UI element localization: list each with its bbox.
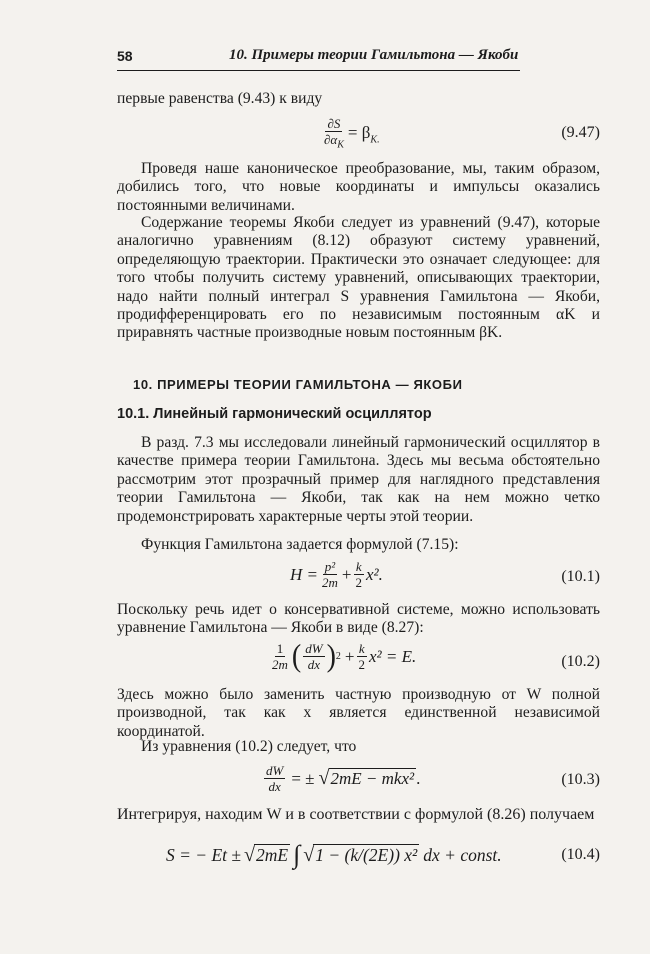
hamiltonian-lhs: H =: [290, 564, 318, 584]
subsection-heading: 10.1. Линейный гармонический осциллятор: [117, 406, 432, 422]
equation-10-1: H = $\frac{\text{p²}}{2m}$ + $\frac{k}{2}$ x².: [290, 559, 383, 590]
running-title: 10. Примеры теории Гамильтона — Якоби: [229, 47, 519, 63]
page-header: [117, 48, 520, 71]
fraction: $\frac{dW}{dx}$: [305, 641, 323, 672]
paragraph-7: Здесь можно было заменить частную производную от W полной производной, так как x является единственной независимой координатой.: [117, 686, 600, 740]
paragraph-2: Проведя наше каноническое преобразование, мы, таким образом, добились того, что новые координаты и импульсы оказались постоянными величинами.: [117, 160, 600, 214]
fraction: $\frac{dW}{dx}$: [266, 763, 284, 794]
equation-10-2: $\frac{1}{2m}$ ( $\frac{dW}{dx}$ ) 2 + $\frac{k}{2}$ x² = E.: [272, 638, 417, 674]
fraction: $\frac{1}{2m}$: [272, 641, 288, 672]
equation-number-10-2: (10.2): [561, 653, 600, 670]
paragraph-9: Интегрируя, находим W и в соответствии с формулой (8.26) получаем: [117, 806, 595, 823]
fraction: [322, 117, 346, 151]
sqrt-sign: √: [303, 843, 315, 866]
integral-sign: ∫: [293, 840, 301, 869]
equation-9-47: [320, 117, 380, 151]
paragraph-4: В разд. 7.3 мы исследовали линейный гармонический осциллятор в качестве примера теории Гамильтона. Здесь мы весьма обстоятельно рассмотрим этот прозрачный пример для наглядного представления теории Гамильтона — Якоби, так как на нем можно четко продемонстрировать характерные черты этой теории.: [117, 434, 600, 525]
paragraph-1: первые равенства (9.43) к виду: [117, 90, 323, 107]
equation-10-3: $\frac{dW}{dx}$ = ± √ 2mE − mkx² .: [266, 763, 421, 794]
fraction: $\frac{\text{p²}}{2m}$: [322, 559, 338, 590]
fraction: $\frac{k}{2}$: [358, 641, 365, 672]
fraction-denominator: $\partial\alpha_K$: [324, 132, 344, 151]
paragraph-6: Поскольку речь идет о консервативной системе, можно использовать уравнение Гамильтона — Якоби в виде (8.27):: [117, 601, 600, 637]
equation-number-10-3: (10.3): [561, 771, 600, 788]
sqrt-sign: √: [318, 767, 330, 789]
equation-10-4: S = − Et ± √ 2mE ∫ √ 1 − (k/(2E)) x² dx + const.: [166, 840, 502, 869]
paragraph-8: Из уравнения (10.2) следует, что: [141, 738, 357, 755]
section-heading: 10. ПРИМЕРЫ ТЕОРИИ ГАМИЛЬТОНА — ЯКОБИ: [133, 377, 463, 392]
paragraph-3: Содержание теоремы Якоби следует из уравнений (9.47), которые аналогично уравнениям (8.12) образуют систему уравнений, определяющую траектории. Практически это означает следующее: для того чтобы получить систему уравнений, описывающих траектории, надо найти полный интеграл S уравнения Гамильтона — Якоби, продифференцировать его по независимым постоянным αK и приравнять частные производные новым постоянным βK.: [117, 214, 600, 342]
equation-number-10-1: (10.1): [561, 568, 600, 585]
equation-number-9-47: (9.47): [561, 124, 600, 141]
equation-rhs: = $\beta_{K.}$: [347, 122, 380, 145]
sqrt-sign: √: [244, 843, 256, 866]
paragraph-5: Функция Гамильтона задается формулой (7.15):: [141, 536, 459, 553]
fraction-numerator: ∂S: [327, 116, 341, 131]
page-number: 58: [117, 48, 133, 64]
equation-number-10-4: (10.4): [561, 846, 600, 863]
fraction: $\frac{k}{2}$: [355, 559, 362, 590]
